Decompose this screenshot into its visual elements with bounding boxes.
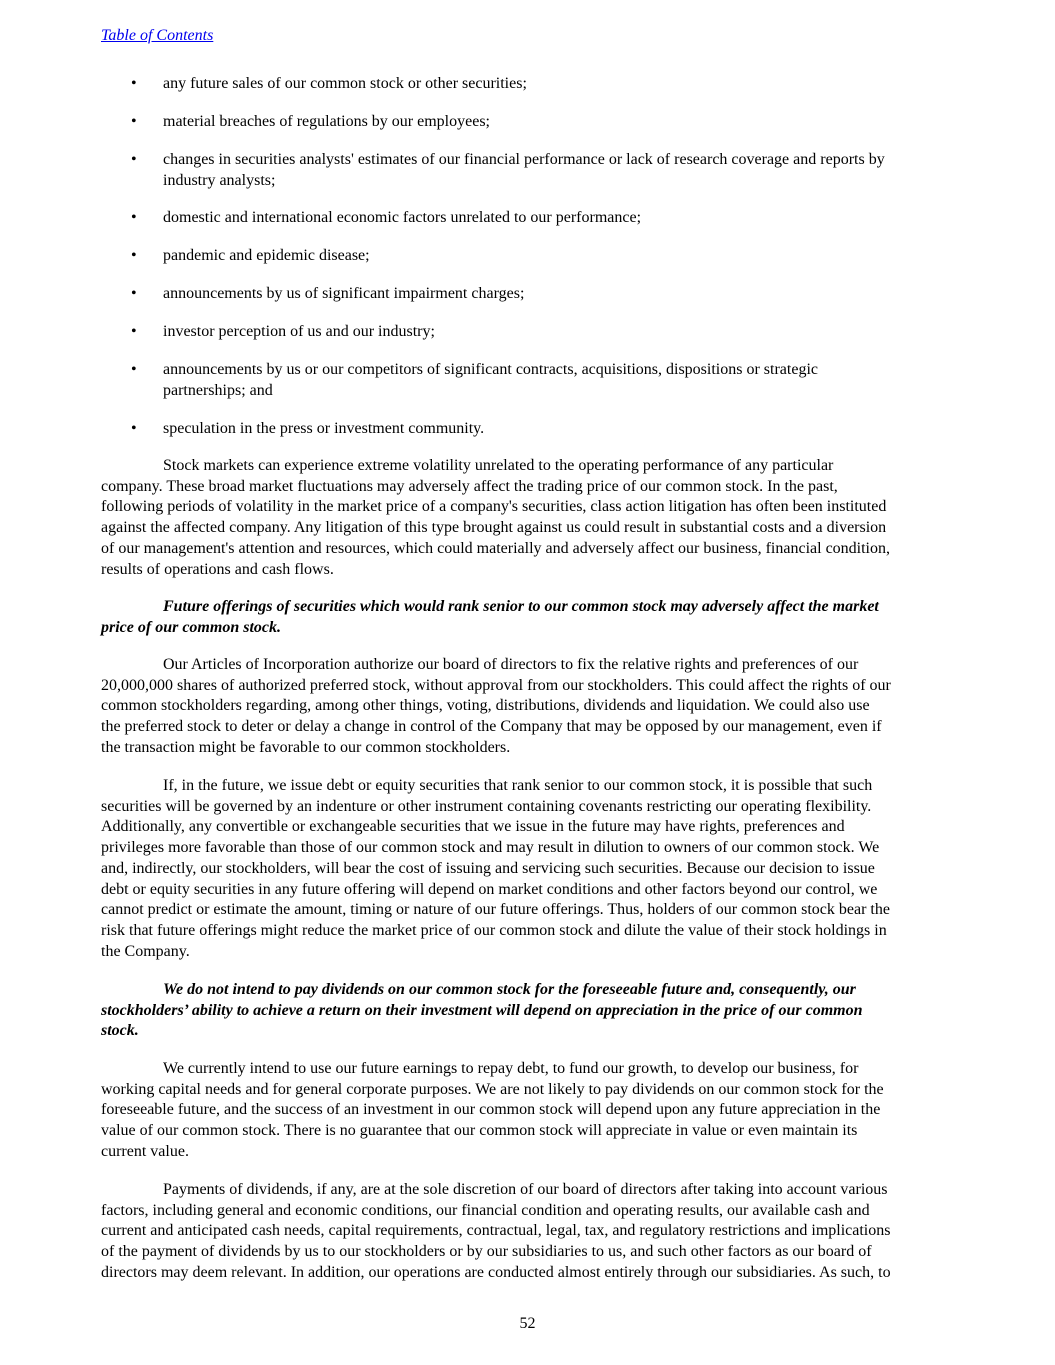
- paragraph-future-earnings: We currently intend to use our future earnings to repay debt, to fund our growth, to develop our business, for working capital needs and for general corporate purposes. We are not likely to pay dividends on our common stock for the foreseeable future, and the success of an investment in our common stock will depend upon any future appreciation in the value of our common stock. There is no guarantee that our common stock will appreciate in value or even maintain its current value.: [101, 1060, 884, 1160]
- bullet-text: announcements by us or our competitors of significant contracts, acquisitions, dispositions or strategic: [163, 361, 818, 378]
- bullet-text: pandemic and epidemic disease;: [163, 247, 370, 264]
- bullet-text: speculation in the press or investment community.: [163, 420, 485, 437]
- bullet-icon: •: [131, 209, 137, 226]
- bullet-icon: •: [131, 420, 137, 437]
- bullet-text: partnerships; and: [163, 382, 273, 399]
- paragraph-payments-of-dividends: Payments of dividends, if any, are at the sole discretion of our board of directors after taking into account various factors, including general and economic conditions, our financial condition and operating results, our available cash and current and anticipated cash needs, capital requirements, contractual, legal, tax, and regulatory restrictions and implications of the payment of dividends by us to our stockholders or by our subsidiaries to us, and such other factors as our board of directors may deem relevant. In addition, our operations are conducted almost entirely through our subsidiaries. As such, to: [101, 1181, 891, 1281]
- bullet-text: investor perception of us and our industry;: [163, 323, 435, 340]
- section-heading-future-offerings: Future offerings of securities which would rank senior to our common stock may adversely affect the market price of our common stock.: [101, 598, 879, 636]
- section-heading-dividends: We do not intend to pay dividends on our common stock for the foreseeable future and, consequently, our stockholders’ ability to achieve a return on their investment will depend on appreciation in the price of our common stock.: [101, 981, 863, 1040]
- table-of-contents-link[interactable]: Table of Contents: [101, 27, 214, 44]
- bullet-icon: •: [131, 323, 137, 340]
- bullet-icon: •: [131, 361, 137, 378]
- bullet-text: changes in securities analysts' estimates of our financial performance or lack of research coverage and reports by: [163, 151, 885, 168]
- bullet-icon: •: [131, 247, 137, 264]
- page-number: 52: [519, 1315, 536, 1332]
- bullet-icon: •: [131, 75, 137, 92]
- bullet-text: industry analysts;: [163, 172, 276, 189]
- bullet-icon: •: [131, 151, 137, 168]
- bullet-text: material breaches of regulations by our employees;: [163, 113, 490, 130]
- paragraph-senior-securities: If, in the future, we issue debt or equity securities that rank senior to our common stock, it is possible that such securities will be governed by an indenture or other instrument containing covenants restricting our operating flexibility. Additionally, any convertible or exchangeable securities that we issue in the future may have rights, preferences and privileges more favorable than those of our common stock and may result in dilution to owners of our common stock. We and, indirectly, our stockholders, will bear the cost of issuing and servicing such securities. Because our decision to issue debt or equity securities in any future offering will depend on market conditions and other factors beyond our control, we cannot predict or estimate the amount, timing or nature of our future offerings. Thus, holders of our common stock bear the risk that future offerings might reduce the market price of our common stock and dilute the value of their stock holdings in the Company.: [101, 777, 890, 960]
- bullet-text: announcements by us of significant impairment charges;: [163, 285, 525, 302]
- bullet-icon: •: [131, 285, 137, 302]
- bullet-text: domestic and international economic factors unrelated to our performance;: [163, 209, 642, 226]
- paragraph-volatility: Stock markets can experience extreme volatility unrelated to the operating performance of any particular company. These broad market fluctuations may adversely affect the trading price of our common stock. In the past, following periods of volatility in the market price of a company's securities, class action litigation has often been instituted against the affected company. Any litigation of this type brought against us could result in substantial costs and a diversion of our management's attention and resources, which could materially and adversely affect our business, financial condition, results of operations and cash flows.: [101, 457, 890, 578]
- paragraph-articles-of-incorporation: Our Articles of Incorporation authorize our board of directors to fix the relative rights and preferences of our 20,000,000 shares of authorized preferred stock, without approval from our stockholders. This could affect the rights of our common stockholders regarding, among other things, voting, distributions, dividends and liquidation. We could also use the preferred stock to deter or delay a change in control of the Company that may be opposed by our management, even if the transaction might be favorable to our common stockholders.: [101, 656, 891, 756]
- bullet-icon: •: [131, 113, 137, 130]
- bullet-text: any future sales of our common stock or other securities;: [163, 75, 527, 92]
